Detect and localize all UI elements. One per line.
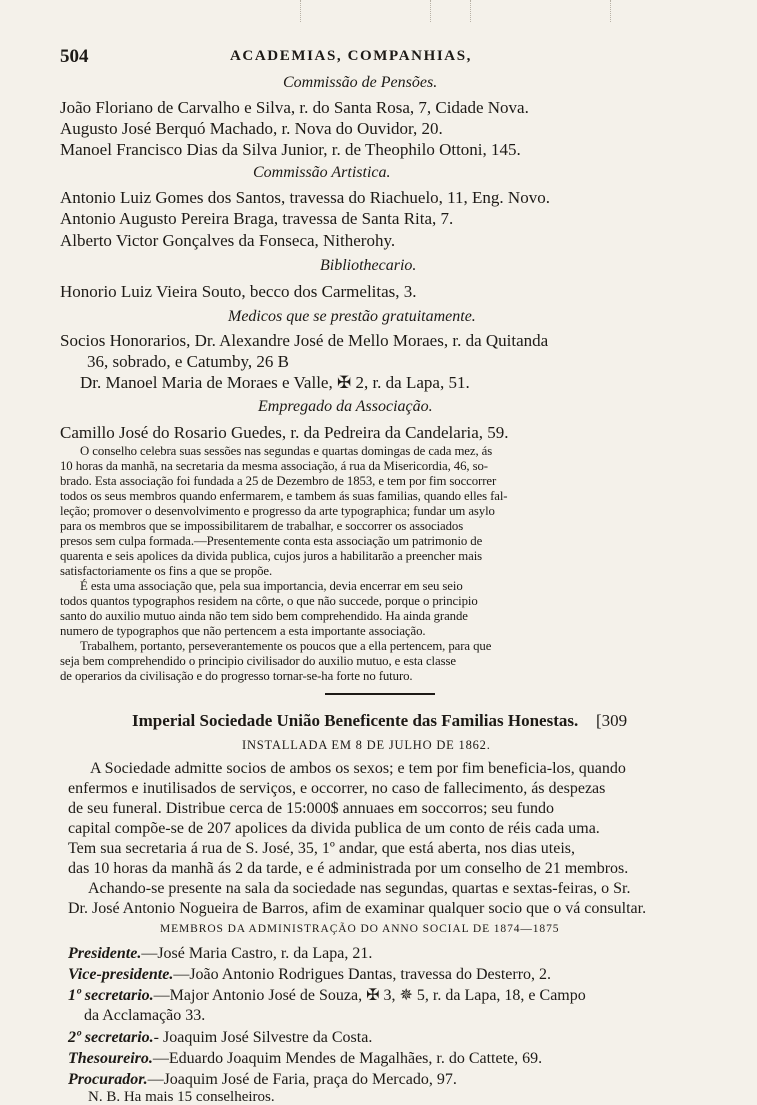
text-line: leção; promover o desenvolvimento e progresso da arte typographica; fundar um asylo <box>60 504 495 518</box>
officer-line <box>68 1030 372 1046</box>
officer-line <box>68 1051 542 1067</box>
text-line: numero de typographos que não pertencem a esta importante associação. <box>60 624 426 638</box>
text-line: A Sociedade admitte socios de ambos os sexos; e tem por fim beneficia-los, quando <box>90 760 626 777</box>
text-line: Trabalhem, portanto, perseverantemente os poucos que a ella pertencem, para que <box>80 639 492 653</box>
officer-details: —Joaquim José de Faria, praça do Mercado, 97. <box>147 1071 457 1088</box>
text-line: satisfactoriamente os fins a que se propõe. <box>60 564 273 578</box>
text-line: 36, sobrado, e Catumby, 26 B <box>87 352 289 371</box>
text-line: todos os seus membros quando enfermarem, e tambem ás suas familias, quando elles fal- <box>60 489 508 503</box>
text-line: das 10 horas da manhã ás 2 da tarde, e é administrada por um conselho de 21 membros. <box>68 860 629 877</box>
text-line: quarenta e seis apolices da divida publica, cujos juros a habilitarão a preencher mais <box>60 549 483 563</box>
text-line: Dr. José Antonio Nogueira de Barros, afim de examinar qualquer socio que o vá consultar. <box>68 900 647 917</box>
text-line: João Floriano de Carvalho e Silva, r. do Santa Rosa, 7, Cidade Nova. <box>60 98 529 117</box>
officer-details: —José Maria Castro, r. da Lapa, 21. <box>141 945 373 962</box>
text-line: Tem sua secretaria á rua de S. José, 35, 1º andar, que está aberta, nos dias uteis, <box>68 840 576 857</box>
officer-role: 2º secretario. <box>68 1029 154 1046</box>
text-line: de operarios da civilisação e do progresso tornar-se-ha forte no futuro. <box>60 669 413 683</box>
scan-mark <box>430 0 431 22</box>
members-heading: MEMBROS DA ADMINISTRAÇÃO DO ANNO SOCIAL DE 1874—1875 <box>160 923 560 935</box>
officer-role: 1º secretario. <box>68 987 154 1004</box>
text-line: presos sem culpa formada.—Presentemente conta esta associação um patrimonio de <box>60 534 483 548</box>
text-line: enfermos e inutilisados de serviços, e occorrer, no caso de fallecimento, ás despezas <box>68 780 606 797</box>
officer-line <box>84 1008 205 1024</box>
text-line: Dr. Manoel Maria de Moraes e Valle, ✠ 2, r. da Lapa, 51. <box>80 373 470 392</box>
running-title: ACADEMIAS, COMPANHIAS, <box>230 48 473 64</box>
officer-details: - Joaquim José Silvestre da Costa. <box>153 1029 373 1046</box>
section-heading: Commissão Artistica. <box>253 164 391 181</box>
text-line: para os membros que se impossibilitarem de trabalhar, e soccorrer os associados <box>60 519 464 533</box>
officer-role: Presidente. <box>68 945 142 962</box>
officer-role: Procurador. <box>68 1071 148 1088</box>
text-line: Manoel Francisco Dias da Silva Junior, r. de Theophilo Ottoni, 145. <box>60 140 521 159</box>
section-heading: Bibliothecario. <box>320 257 417 274</box>
officer-line <box>68 988 586 1004</box>
section-heading: Empregado da Associação. <box>258 398 433 415</box>
text-line: capital compõe-se de 207 apolices da divida publica de um conto de réis cada uma. <box>68 820 600 837</box>
text-line: Camillo José do Rosario Guedes, r. da Pedreira da Candelaria, 59. <box>60 423 509 442</box>
section-heading: Commissão de Pensões. <box>283 74 438 91</box>
section-divider <box>325 693 435 695</box>
text-line: Honorio Luiz Vieira Souto, becco dos Carmelitas, 3. <box>60 282 417 301</box>
section-heading: Medicos que se prestão gratuitamente. <box>228 308 476 325</box>
text-line: de seu funeral. Distribue cerca de 15:000$ annuaes em soccorros; seu fundo <box>68 800 555 817</box>
text-line: todos quantos typographos residem na côrte, o que não succede, porque o principio <box>60 594 478 608</box>
officer-role: Thesoureiro. <box>68 1050 153 1067</box>
scan-mark <box>470 0 471 22</box>
officer-line <box>68 1072 457 1088</box>
officer-details: —Eduardo Joaquim Mendes de Magalhães, r. do Cattete, 69. <box>152 1050 543 1067</box>
text-line: Antonio Augusto Pereira Braga, travessa de Santa Rita, 7. <box>60 209 454 228</box>
text-line: O conselho celebra suas sessões nas segundas e quartas domingas de cada mez, ás <box>80 444 493 458</box>
officer-details: —Major Antonio José de Souza, ✠ 3, ✵ 5, r. da Lapa, 18, e Campo <box>153 987 586 1004</box>
text-line: brado. Esta associação foi fundada a 25 de Dezembro de 1853, e tem por fim soccorrer <box>60 474 497 488</box>
text-line: Antonio Luiz Gomes dos Santos, travessa do Riachuelo, 11, Eng. Novo. <box>60 188 550 207</box>
page-number: 504 <box>60 46 89 67</box>
scan-mark <box>610 0 611 22</box>
text-line: Augusto José Berquó Machado, r. Nova do Ouvidor, 20. <box>60 119 443 138</box>
officer-role: Vice-presidente. <box>68 966 174 983</box>
text-line: Alberto Victor Gonçalves da Fonseca, Nitherohy. <box>60 231 396 250</box>
text-line: É esta uma associação que, pela sua importancia, devia encerrar em seu seio <box>80 579 463 593</box>
officer-details: da Acclamação 33. <box>84 1007 206 1024</box>
text-line: 10 horas da manhã, na secretaria da mesma associação, á rua da Misericordia, 46, so- <box>60 459 488 473</box>
reference-number: [309 <box>596 711 628 730</box>
text-line: Socios Honorarios, Dr. Alexandre José de Mello Moraes, r. da Quitanda <box>60 331 549 350</box>
officer-line <box>68 946 372 962</box>
society-subtitle: INSTALLADA EM 8 DE JULHO DE 1862. <box>242 738 491 752</box>
society-title: Imperial Sociedade União Beneficente das Familias Honestas. <box>132 711 579 730</box>
officer-line <box>68 967 551 983</box>
footnote: N. B. Ha mais 15 conselheiros. <box>88 1089 275 1105</box>
text-line: Achando-se presente na sala da sociedade nas segundas, quartas e sextas-feiras, o Sr. <box>88 880 631 897</box>
officer-details: —João Antonio Rodrigues Dantas, travessa do Desterro, 2. <box>173 966 552 983</box>
scan-mark <box>300 0 301 22</box>
text-line: santo do auxilio mutuo ainda não tem sido bem comprehendido. Ha ainda grande <box>60 609 468 623</box>
text-line: seja bem comprehendido o principio civilisador do auxilio mutuo, e esta classe <box>60 654 456 668</box>
